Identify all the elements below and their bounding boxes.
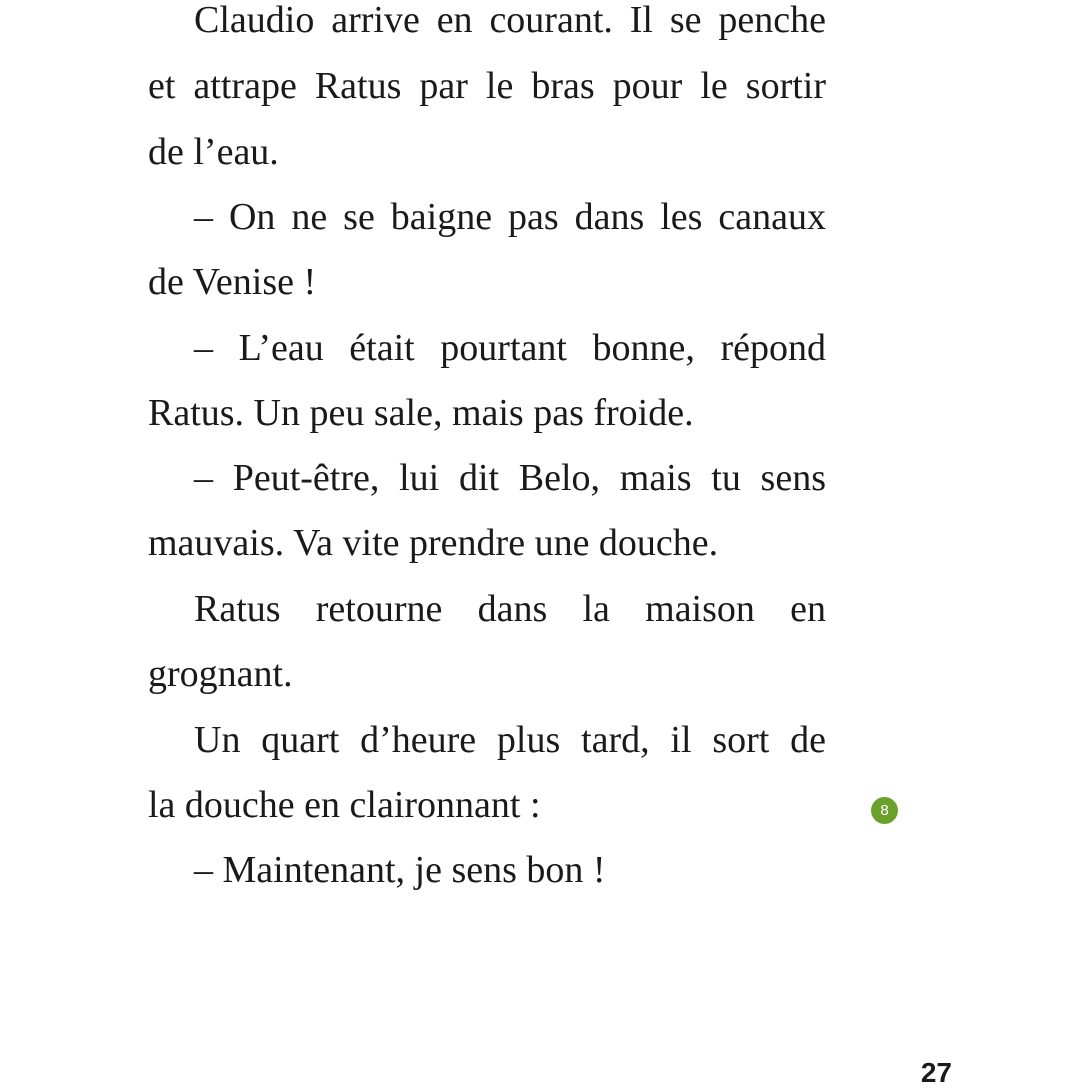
text-line: mauvais. Va vite prendre une douche. bbox=[148, 522, 719, 564]
audio-track-marker: 8 bbox=[871, 797, 898, 824]
text-line: et attrape Ratus par le bras pour le sortir bbox=[148, 65, 826, 107]
text-line: la douche en claironnant : bbox=[148, 784, 541, 826]
text-line: Claudio arrive en courant. Il se penche bbox=[194, 0, 826, 41]
page-number: 27 bbox=[920, 1057, 952, 1088]
text-line: – On ne se baigne pas dans les canaux bbox=[194, 196, 826, 238]
text-line: de l’eau. bbox=[148, 131, 279, 173]
text-line: grognant. bbox=[148, 653, 293, 695]
text-line: Ratus retourne dans la maison en bbox=[194, 588, 826, 630]
text-line: – Peut-être, lui dit Belo, mais tu sens bbox=[194, 457, 826, 499]
text-line: Ratus. Un peu sale, mais pas froide. bbox=[148, 392, 694, 434]
text-line: de Venise ! bbox=[148, 261, 317, 303]
text-line: – Maintenant, je sens bon ! bbox=[194, 849, 606, 891]
text-line: – L’eau était pourtant bonne, répond bbox=[194, 327, 826, 369]
text-line: Un quart d’heure plus tard, il sort de bbox=[194, 719, 826, 761]
